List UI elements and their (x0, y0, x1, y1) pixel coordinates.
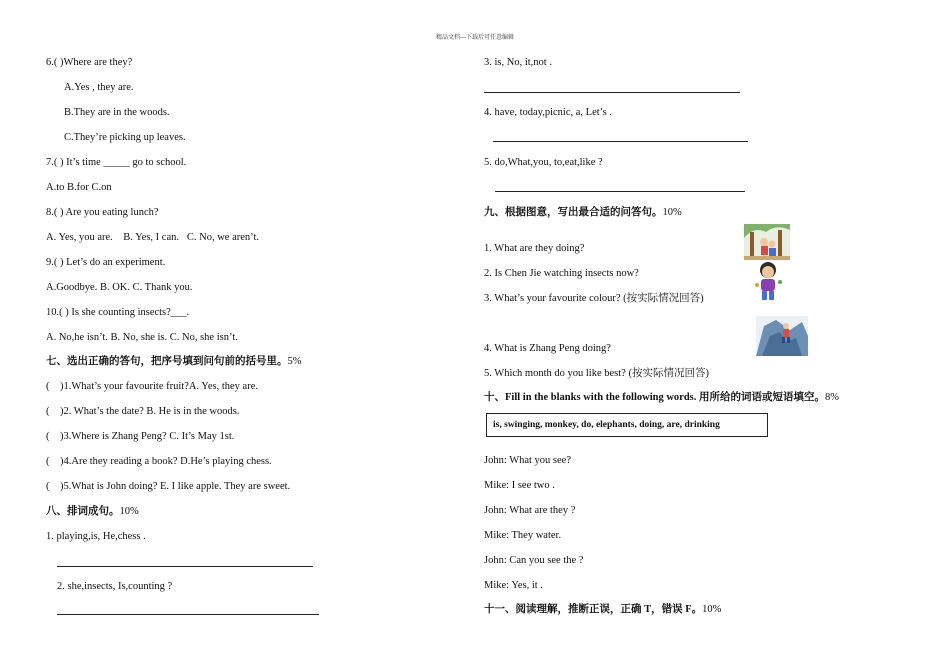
section-7-percent: 5% (287, 356, 302, 367)
question-9-options: A.Goodbye. B. OK. C. Thank you. (46, 282, 193, 293)
question-7-options: A.to B.for C.on (46, 182, 112, 193)
answer-line-5 (495, 191, 745, 192)
answer-line-3 (484, 92, 740, 93)
dialogue-line-4: Mike: They water. (484, 530, 562, 541)
section-10-heading (484, 391, 839, 405)
picture-question-2: 2. Is Chen Jie watching insects now? (484, 268, 639, 279)
dialogue-line-6: Mike: Yes, it . (484, 580, 543, 591)
match-item-2: ( )2. What’s the date? B. He is in the woods. (46, 406, 240, 417)
question-9: 9.( ) Let’s do an experiment. (46, 257, 166, 268)
section-9-heading (484, 206, 682, 220)
section-8-title: 八、排词成句。 (46, 506, 120, 517)
picture-question-1: 1. What are they doing? (484, 243, 585, 254)
answer-line-1 (57, 566, 313, 567)
section-8-percent: 10% (119, 506, 139, 517)
question-6-option-b: B.They are in the woods. (64, 107, 170, 118)
picture-question-3: 3. What’s your favourite colour? (按实际情况回答) (484, 293, 704, 304)
section-11-percent: 10% (702, 604, 722, 615)
sentence-1: 1. playing,is, He,chess . (46, 531, 146, 542)
question-10-options: A. No,he isn’t. B. No, she is. C. No, she isn’t. (46, 332, 238, 343)
sentence-2: 2. she,insects, Is,counting ? (57, 581, 173, 592)
picture-question-5: 5. Which month do you like best? (按实际情况回答) (484, 368, 709, 379)
section-8-heading (46, 505, 139, 519)
picture-girl-with-insects (752, 260, 784, 302)
picture-boy-climbing (756, 316, 808, 356)
dialogue-line-1: John: What you see? (484, 455, 571, 466)
section-10-percent: 8% (825, 392, 839, 403)
sentence-4: 4. have, today,picnic, a, Let’s . (484, 107, 612, 118)
question-8: 8.( ) Are you eating lunch? (46, 207, 159, 218)
question-8-options: A. Yes, you are. B. Yes, I can. C. No, we aren’t. (46, 232, 259, 243)
word-bank-box: is, swinging, monkey, do, elephants, doing, are, drinking (486, 413, 768, 437)
section-11-heading (484, 603, 721, 617)
dialogue-line-2: Mike: I see two . (484, 480, 555, 491)
answer-line-4 (493, 141, 748, 142)
question-6: 6.( )Where are they? (46, 57, 133, 68)
dialogue-line-3: John: What are they ? (484, 505, 576, 516)
match-item-4: ( )4.Are they reading a book? D.He’s playing chess. (46, 456, 272, 467)
question-7: 7.( ) It’s time _____ go to school. (46, 157, 187, 168)
match-item-3: ( )3.Where is Zhang Peng? C. It’s May 1st. (46, 431, 235, 442)
section-7-title: 七、选出正确的答句，把序号填到问句前的括号里。 (46, 356, 288, 367)
sentence-5: 5. do,What,you, to,eat,like ? (484, 157, 603, 168)
picture-kids-in-woods (744, 224, 790, 260)
question-6-option-c: C.They’re picking up leaves. (64, 132, 186, 143)
section-10-title: 十、Fill in the blanks with the following words. 用所给的词语或短语填空。 (484, 392, 825, 403)
dialogue-line-5: John: Can you see the ? (484, 555, 584, 566)
section-9-percent: 10% (662, 207, 682, 218)
question-6-option-a: A.Yes , they are. (64, 82, 134, 93)
sentence-3: 3. is, No, it,not . (484, 57, 552, 68)
section-9-title: 九、根据图意，写出最合适的问答句。 (484, 207, 663, 218)
picture-question-4: 4. What is Zhang Peng doing? (484, 343, 611, 354)
question-10: 10.( ) Is she counting insects?___. (46, 307, 190, 318)
section-7-heading (46, 355, 302, 369)
match-item-5: ( )5.What is John doing? E. I like apple. They are sweet. (46, 481, 291, 492)
section-11-title: 十一、阅读理解，推断正误，正确 T，错误 F。 (484, 604, 703, 615)
match-item-1: ( )1.What’s your favourite fruit?A. Yes, they are. (46, 381, 258, 392)
page-header: 精品文档---下载后可任意编辑 (436, 35, 514, 41)
answer-line-2 (57, 614, 319, 615)
